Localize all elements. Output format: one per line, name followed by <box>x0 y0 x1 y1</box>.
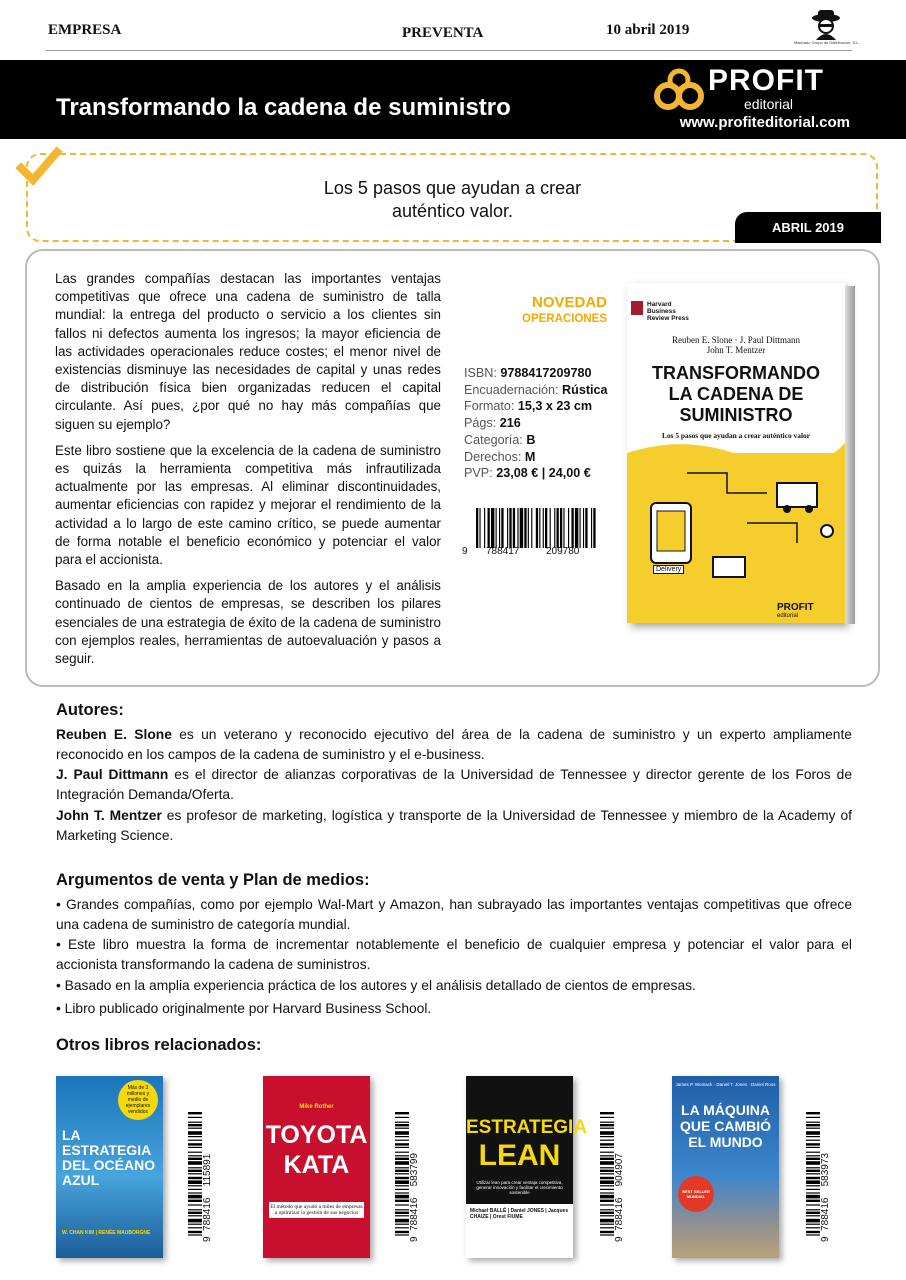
book-authors: W. CHAN KIM | RENÉE MAUBORGNE <box>62 1230 151 1236</box>
spec-binding: Encuadernación: Rústica <box>464 382 608 397</box>
book-spine <box>845 286 855 624</box>
related-book-toyota[interactable] <box>263 1076 370 1258</box>
cover-logo: PROFIT editorial <box>777 602 814 619</box>
argument-item: • Grandes compañías, como por ejemplo Wal-Mart y Amazon, han subrayado las importantes ventajas competitivas que ofrece una cadena de suministro de categoría mundial. <box>56 897 852 932</box>
header-company: EMPRESA <box>48 22 122 38</box>
related-book-ocean[interactable] <box>56 1076 163 1258</box>
barcode-toyota: 9 788416 583799 <box>395 1112 429 1244</box>
argument-item: • Este libro muestra la forma de incrementar notablemente el beneficio de cualquier empresa y potenciar el valor para el accionista transformando la cadena de suministros. <box>56 937 852 972</box>
description-paragraph: Basado en la amplia experiencia de los autores y el análisis continuado de cientos de empresas, se describen los pilares esenciales de una estrategia de éxito de la cadena de suministro con ejemplos reales, herramientas de autoevaluación y pasos a seguir. <box>55 578 441 667</box>
book-title: ESTRATEGIA LEAN <box>466 1117 588 1172</box>
argument-item: • Basado en la amplia experiencia práctica de los autores y el análisis detallado de cientos de empresas. <box>56 978 696 993</box>
category-label: OPERACIONES <box>522 313 607 325</box>
header-date: 10 abril 2019 <box>606 22 690 38</box>
cover-authors: Reuben E. Slone · J. Paul Dittmann John T. Mentzer <box>672 335 800 355</box>
author-slone: Reuben E. Slone es un veterano y reconocido ejecutivo del área de la cadena de suministro y un experto ampliamente reconocido en los campos de la cadena de suministro y el e-business. <box>56 727 852 762</box>
spec-isbn: ISBN: 9788417209780 <box>464 366 592 380</box>
arguments-heading: Argumentos de venta y Plan de medios: <box>56 871 370 889</box>
profit-hexagon-icon <box>654 68 706 112</box>
related-book-maquina[interactable] <box>672 1076 779 1258</box>
subtitle-line1: Los 5 pasos que ayudan a crear <box>323 178 582 198</box>
book-description <box>55 270 441 676</box>
book-title: TOYOTA KATA <box>265 1121 368 1179</box>
cover-publisher: Harvard Business Review Press <box>647 301 689 322</box>
spec-category: Categoría: B <box>464 432 536 447</box>
distributor-logo <box>794 6 860 46</box>
book-badge <box>267 1082 366 1087</box>
subtitle <box>200 177 705 223</box>
book-authors: Mike Rother <box>299 1104 334 1110</box>
spec-rights: Derechos: M <box>464 449 536 464</box>
logo-sub: editorial <box>744 96 794 112</box>
author-dittmann: J. Paul Dittmann es el director de alianzas corporativas de la Universidad de Tennessee y director gerente de los Foros de Integración Demanda/Oferta. <box>56 767 852 802</box>
book-cover <box>627 283 845 623</box>
book-badge: BEST SELLER MUNDIAL <box>678 1176 714 1212</box>
cover-tagline: Los 5 pasos que ayudan a crear auténtico valor <box>662 431 810 440</box>
authors-heading: Autores: <box>56 701 124 719</box>
header-divider <box>46 50 852 51</box>
spec-pages: Págs: 216 <box>464 416 521 431</box>
checkmark-icon <box>18 146 60 193</box>
novedad-badge <box>470 294 607 325</box>
cover-delivery-tag: Delivery <box>653 565 684 574</box>
description-paragraph: Las grandes compañías destacan las importantes ventajas competitivas que ofrece una cadena de suministro de talla mundial: la entrega del producto o servicio a los clientes sin fallos ni defectos aumenta los ingresos; la mayor eficiencia de las actividades operacionales reduce costes; el menor nivel de existencias disminuye las necesidades de capital y unas redes de distribución física bien organizadas reducen el capital circulante. Así pues, ¿por qué no hay más compañías que siguen su ejemplo? <box>55 271 441 432</box>
spec-format: Formato: 15,3 x 23 cm <box>464 399 593 414</box>
book-tagline: Utilizar lean para crear ventaja competitiva, generar innovación y facilitar el crecimiento sostenible <box>476 1180 563 1195</box>
spec-price: PVP: 23,08 € | 24,00 € <box>464 466 591 481</box>
book-specs <box>464 365 608 482</box>
date-tab: ABRIL 2019 <box>735 212 881 243</box>
page-title: Transformando la cadena de suministro <box>56 94 511 121</box>
barcode-maquina: 9 788416 583973 <box>806 1112 840 1244</box>
website-link[interactable]: www.profiteditorial.com <box>679 114 850 131</box>
barcode-ocean: 9 788416 115891 <box>188 1112 222 1244</box>
book-title: LA ESTRATEGIA DEL OCÉANO AZUL <box>62 1127 156 1188</box>
cover-title: TRANSFORMANDO LA CADENA DE SUMINISTRO <box>652 363 820 425</box>
related-heading: Otros libros relacionados: <box>56 1036 262 1054</box>
novedad-label: NOVEDAD <box>531 294 607 311</box>
book-title: LA MÁQUINA QUE CAMBIÓ EL MUNDO <box>680 1102 771 1150</box>
book-authors: Michael BALLÉ | Daniel JONES | Jacques CHAIZE | Orest FIUME <box>470 1208 569 1220</box>
header-preventa: PREVENTA <box>402 25 484 41</box>
book-authors: James P. Womack · Daniel T. Jones · Daniel Roos <box>675 1082 776 1087</box>
profit-logo <box>654 66 854 112</box>
distributor-name: Machado Grupo de Distribución, S.L. <box>794 40 860 45</box>
logo-word: PROFIT <box>708 64 824 97</box>
author-mentzer: John T. Mentzer es profesor de marketing, logística y transporte de la Universidad de Tennessee y miembro de la Academy of Marketing Science. <box>56 808 852 843</box>
barcode-bars <box>476 508 594 548</box>
barcode-lean: 9 788416 904907 <box>600 1112 634 1244</box>
book-badge: Más de 3 millones y medio de ejemplares vendidos <box>118 1080 158 1120</box>
related-book-lean[interactable] <box>466 1076 588 1258</box>
isbn-barcode: 9 788417 209780 <box>462 508 598 560</box>
argument-item: • Libro publicado originalmente por Harvard Business School. <box>56 1001 432 1016</box>
description-paragraph: Este libro sostiene que la excelencia de la cadena de suministro es quizás la herramienta competitiva más infrautilizada actualmente por las empresas. Al eliminar discontinuidades, aumentar eficiencias con rapidez y mejorar el rendimiento de la actividad a lo largo de este camino crítico, se puede aumentar de forma notable el beneficio económico y potenciar el valor para el accionista. <box>55 442 441 568</box>
book-tagline: El método que ayudó a miles de empresas a optimizar la gestión de sus negocios <box>270 1204 363 1216</box>
subtitle-line2: auténtico valor. <box>391 201 514 221</box>
